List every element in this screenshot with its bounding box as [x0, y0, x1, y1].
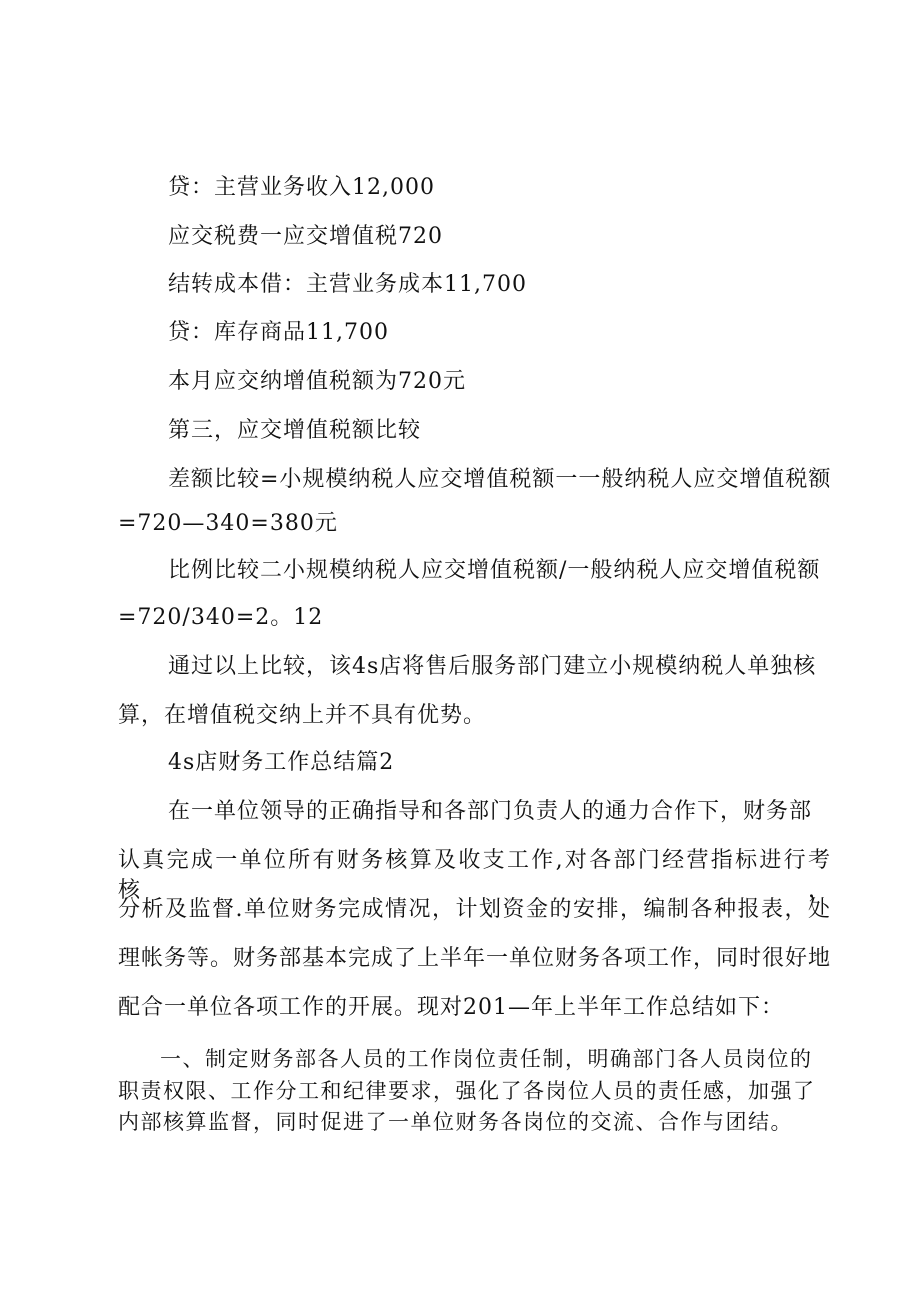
text-line-3: 结转成本借：主营业务成本11,700 [168, 272, 527, 297]
text-line-9: 比例比较二小规模纳税人应交增值税额/一般纳税人应交增值税额 [168, 558, 821, 583]
text-line-16: 分析及监督.单位财务完成情况，计划资金的安排，编制各种报表，处 [118, 897, 831, 922]
text-line-4: 贷：库存商品11,700 [168, 320, 389, 345]
text-line-10: =720/340=2。12 [118, 605, 324, 630]
text-line-12: 算，在增值税交纳上并不具有优势。 [118, 703, 487, 728]
text-line-1: 贷：主营业务收入12,000 [168, 175, 435, 200]
text-line-11: 通过以上比较，该4s店将售后服务部门建立小规模纳税人单独核 [168, 654, 817, 679]
text-line-20: 职责权限、工作分工和纪律要求，强化了各岗位人员的责任感，加强了 [118, 1079, 816, 1103]
text-line-7: 差额比较=小规模纳税人应交增值税额一一般纳税人应交增值税额 [168, 467, 832, 492]
text-line-2: 应交税费一应交增值税720 [168, 224, 443, 249]
text-line-18: 配合一单位各项工作的开展。现对201—年上半年工作总结如下： [118, 995, 784, 1020]
text-line-17: 理帐务等。财务部基本完成了上半年一单位财务各项工作，同时很好地 [118, 946, 832, 971]
text-line-21: 内部核算监督，同时促进了一单位财务各岗位的交流、合作与团结。 [118, 1110, 793, 1134]
text-line-5: 本月应交纳增值税额为720元 [168, 369, 466, 394]
text-line-19: 一、制定财务部各人员的工作岗位责任制，明确部门各人员岗位的 [160, 1047, 813, 1071]
text-line-8: =720—340=380元 [118, 511, 338, 536]
section-heading: 第三，应交增值税额比较 [168, 418, 422, 443]
article-title: 4s店财务工作总结篇2 [168, 750, 395, 775]
text-line-15: 认真完成一单位所有财务核算及收支工作,对各部门经营指标进行考核， [118, 848, 831, 903]
text-line-14: 在一单位领导的正确指导和各部门负责人的通力合作下，财务部 [168, 799, 813, 824]
